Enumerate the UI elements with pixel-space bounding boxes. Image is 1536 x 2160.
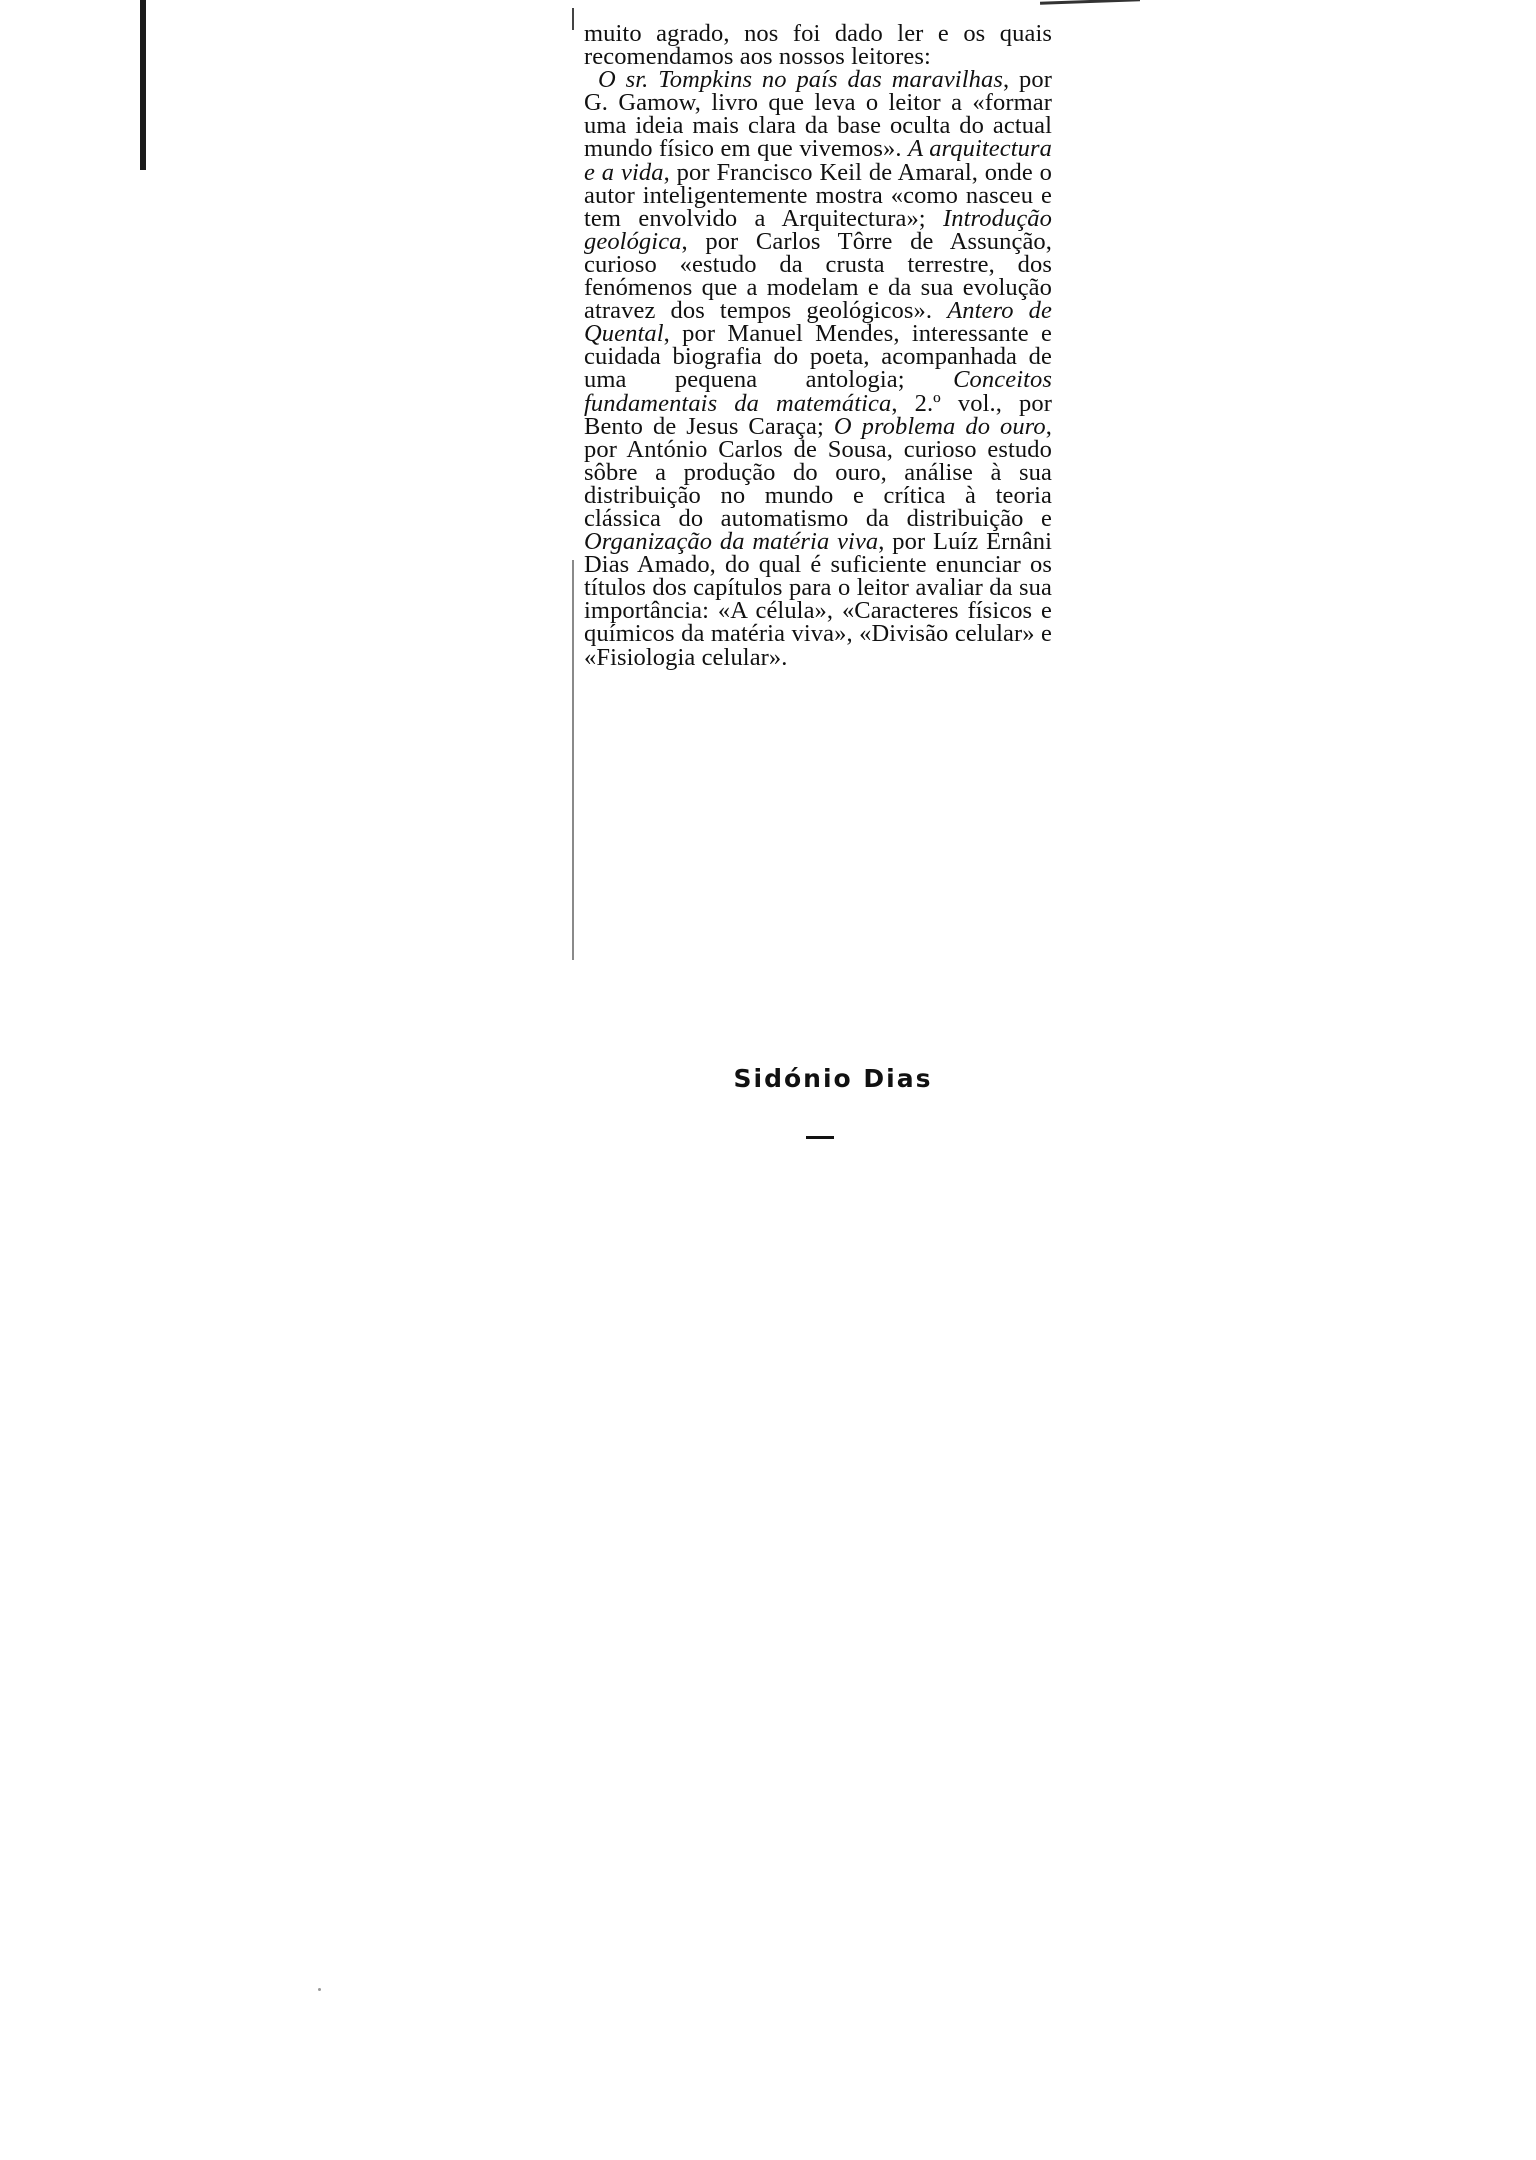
book-description: , por Luíz Ernâni Dias Amado, do qual é suficiente enunciar os títulos dos capítulos para o leitor avaliar da sua importância: «A célula», «Caracteres físicos e químicos da matéria viva», «Divisão celular» e «Fisiologia celular». <box>584 528 1052 671</box>
book-description: , por G. Gamow, livro que leva o leitor a «formar uma ideia mais clara da base oculta do actual mundo físico em que vivemos». <box>584 66 1052 163</box>
article-paragraph-intro: muito agrado, nos foi dado ler e os quais recomendamos aos nossos leitores: <box>584 20 1052 71</box>
book-title: Organização da matéria viva <box>584 528 879 556</box>
book-description: , por Francisco Keil de Amaral, onde o autor inteligentemente mostra «como nasceu e tem envolvido a Arquitectura»; <box>584 158 1053 232</box>
book-title: O problema do ouro <box>833 412 1046 440</box>
scan-edge-mark <box>572 8 574 30</box>
author-signature: Sidónio Dias <box>733 1064 933 1093</box>
book-title: A arquitectura e a vida <box>584 135 1052 186</box>
book-description: , por António Carlos de Sousa, curioso estudo sôbre a produção do ouro, análise à sua distribuição no mundo e crítica à teoria clássica do automatismo da distribuição e <box>584 412 1052 532</box>
book-title: Introdução geológica <box>584 204 1052 255</box>
book-description: , por Carlos Tôrre de Assunção, curioso «estudo da crusta terrestre, dos fenómenos que a modelam e da sua evolução atravez dos tempos geológicos». <box>584 227 1052 325</box>
end-dash <box>806 1136 834 1139</box>
scan-speck <box>318 1988 321 1991</box>
article-paragraph-books <box>584 66 1053 671</box>
book-description: , por Manuel Mendes, interessante e cuidada biografia do poeta, acompanhada de uma pequena antologia; <box>584 320 1052 394</box>
book-description: , 2.º vol., por Bento de Jesus Caraça; <box>584 389 1052 440</box>
scan-edge-mark <box>1040 0 1140 5</box>
book-title: Antero de Quental <box>584 297 1053 348</box>
margin-rule <box>572 560 574 960</box>
book-title: Conceitos fundamentais da matemática <box>584 366 1052 417</box>
article-column <box>584 22 1052 669</box>
scan-edge-mark <box>140 0 146 170</box>
book-title: O sr. Tompkins no país das maravilhas <box>598 66 1003 94</box>
